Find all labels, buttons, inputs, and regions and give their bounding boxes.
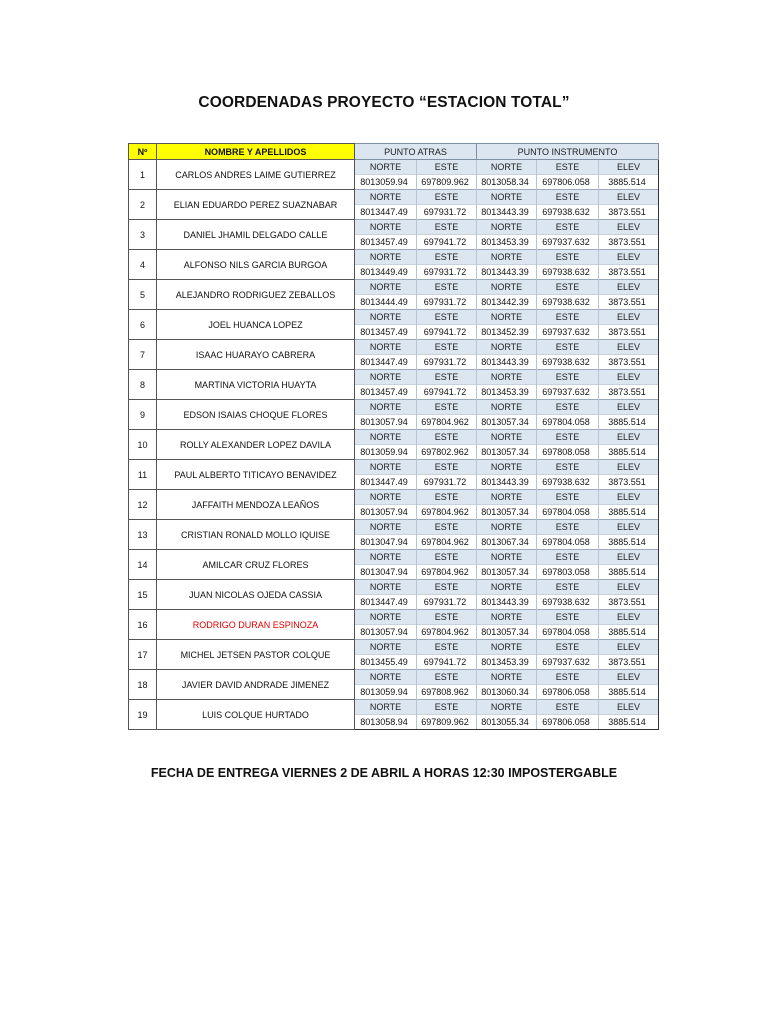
punto-instrumento-norte: 8013453.39 [477,385,537,400]
punto-instrumento-este: 697938.632 [537,205,599,220]
table-row [129,460,659,475]
punto-atras-este: 697931.72 [417,355,477,370]
row-number: 9 [129,400,157,430]
punto-atras-norte: 8013447.49 [355,595,417,610]
punto-instrumento-este: 697804.058 [537,535,599,550]
student-name: RODRIGO DURAN ESPINOZA [157,610,355,640]
punto-atras-norte: 8013449.49 [355,265,417,280]
row-number: 16 [129,610,157,640]
punto-instrumento-elev: 3873.551 [599,265,659,280]
label-elev: ELEV [599,490,659,505]
student-name: ALEJANDRO RODRIGUEZ ZEBALLOS [157,280,355,310]
label-norte: NORTE [477,370,537,385]
punto-instrumento-este: 697806.058 [537,715,599,730]
punto-instrumento-norte: 8013057.34 [477,565,537,580]
label-elev: ELEV [599,220,659,235]
punto-atras-norte: 8013457.49 [355,235,417,250]
punto-atras-este: 697941.72 [417,235,477,250]
student-name: JUAN NICOLAS OJEDA CASSIA [157,580,355,610]
label-elev: ELEV [599,610,659,625]
table-row [129,490,659,505]
table-row [129,580,659,595]
label-norte: NORTE [477,220,537,235]
punto-instrumento-elev: 3885.514 [599,685,659,700]
punto-atras-norte: 8013447.49 [355,355,417,370]
label-este: ESTE [537,280,599,295]
header-punto-atras: PUNTO ATRAS [355,144,477,160]
row-number: 2 [129,190,157,220]
label-norte: NORTE [477,400,537,415]
label-elev: ELEV [599,160,659,175]
row-number: 5 [129,280,157,310]
punto-instrumento-norte: 8013452.39 [477,325,537,340]
punto-atras-este: 697804.962 [417,625,477,640]
label-norte: NORTE [355,220,417,235]
punto-instrumento-norte: 8013057.34 [477,505,537,520]
header-row [129,144,659,160]
punto-instrumento-este: 697938.632 [537,595,599,610]
row-number: 14 [129,550,157,580]
label-norte: NORTE [477,190,537,205]
punto-instrumento-elev: 3873.551 [599,385,659,400]
punto-instrumento-elev: 3885.514 [599,535,659,550]
punto-instrumento-elev: 3873.551 [599,475,659,490]
punto-instrumento-este: 697937.632 [537,235,599,250]
row-number: 15 [129,580,157,610]
label-norte: NORTE [477,310,537,325]
row-number: 4 [129,250,157,280]
table-row [129,340,659,355]
label-elev: ELEV [599,460,659,475]
punto-atras-este: 697931.72 [417,265,477,280]
label-este: ESTE [537,160,599,175]
punto-instrumento-norte: 8013443.39 [477,595,537,610]
label-elev: ELEV [599,280,659,295]
student-name: MARTINA VICTORIA HUAYTA [157,370,355,400]
label-este: ESTE [417,490,477,505]
punto-instrumento-este: 697938.632 [537,265,599,280]
row-number: 11 [129,460,157,490]
punto-atras-este: 697804.962 [417,505,477,520]
label-norte: NORTE [355,460,417,475]
punto-atras-este: 697941.72 [417,655,477,670]
label-norte: NORTE [355,370,417,385]
punto-atras-este: 697804.962 [417,565,477,580]
label-norte: NORTE [477,460,537,475]
student-name: CARLOS ANDRES LAIME GUTIERREZ [157,160,355,190]
row-number: 6 [129,310,157,340]
table-row [129,250,659,265]
label-norte: NORTE [477,430,537,445]
student-name: DANIEL JHAMIL DELGADO CALLE [157,220,355,250]
label-norte: NORTE [355,640,417,655]
label-norte: NORTE [355,580,417,595]
label-este: ESTE [417,160,477,175]
punto-instrumento-elev: 3873.551 [599,325,659,340]
punto-atras-este: 697931.72 [417,295,477,310]
punto-instrumento-este: 697937.632 [537,655,599,670]
label-elev: ELEV [599,700,659,715]
label-elev: ELEV [599,310,659,325]
label-norte: NORTE [355,520,417,535]
punto-instrumento-norte: 8013057.34 [477,415,537,430]
punto-instrumento-elev: 3885.514 [599,625,659,640]
punto-instrumento-este: 697808.058 [537,445,599,460]
label-elev: ELEV [599,190,659,205]
row-number: 3 [129,220,157,250]
punto-instrumento-este: 697938.632 [537,355,599,370]
label-este: ESTE [537,610,599,625]
punto-atras-norte: 8013057.94 [355,505,417,520]
punto-instrumento-elev: 3885.514 [599,175,659,190]
label-elev: ELEV [599,640,659,655]
student-name: PAUL ALBERTO TITICAYO BENAVIDEZ [157,460,355,490]
label-este: ESTE [417,220,477,235]
student-name: AMILCAR CRUZ FLORES [157,550,355,580]
student-name: EDSON ISAIAS CHOQUE FLORES [157,400,355,430]
header-name: NOMBRE Y APELLIDOS [157,144,355,160]
label-norte: NORTE [355,190,417,205]
punto-atras-este: 697802.962 [417,445,477,460]
label-norte: NORTE [477,640,537,655]
punto-instrumento-este: 697804.058 [537,505,599,520]
punto-instrumento-elev: 3873.551 [599,295,659,310]
punto-instrumento-norte: 8013453.39 [477,655,537,670]
label-norte: NORTE [355,430,417,445]
punto-atras-este: 697931.72 [417,475,477,490]
table-row [129,310,659,325]
punto-instrumento-norte: 8013067.34 [477,535,537,550]
label-norte: NORTE [355,610,417,625]
punto-instrumento-elev: 3885.514 [599,715,659,730]
student-name: JOEL HUANCA LOPEZ [157,310,355,340]
punto-atras-este: 697931.72 [417,205,477,220]
row-number: 1 [129,160,157,190]
label-este: ESTE [417,280,477,295]
label-este: ESTE [417,310,477,325]
punto-instrumento-este: 697937.632 [537,325,599,340]
punto-atras-norte: 8013059.94 [355,445,417,460]
label-norte: NORTE [477,700,537,715]
punto-atras-este: 697941.72 [417,325,477,340]
punto-instrumento-norte: 8013058.34 [477,175,537,190]
student-name: ALFONSO NILS GARCIA BURGOA [157,250,355,280]
table-row [129,400,659,415]
punto-instrumento-norte: 8013060.34 [477,685,537,700]
label-este: ESTE [537,340,599,355]
label-este: ESTE [537,370,599,385]
label-norte: NORTE [477,670,537,685]
punto-atras-este: 697808.962 [417,685,477,700]
label-este: ESTE [537,220,599,235]
label-norte: NORTE [355,340,417,355]
punto-instrumento-elev: 3885.514 [599,415,659,430]
label-este: ESTE [537,400,599,415]
student-name: LUIS COLQUE HURTADO [157,700,355,730]
label-norte: NORTE [477,490,537,505]
punto-atras-norte: 8013059.94 [355,685,417,700]
punto-instrumento-elev: 3873.551 [599,595,659,610]
table-row [129,550,659,565]
label-elev: ELEV [599,340,659,355]
row-number: 7 [129,340,157,370]
label-norte: NORTE [477,160,537,175]
punto-atras-norte: 8013059.94 [355,175,417,190]
punto-atras-norte: 8013447.49 [355,205,417,220]
table-row [129,160,659,175]
coordinates-table [128,143,659,730]
student-name: ELIAN EDUARDO PEREZ SUAZNABAR [157,190,355,220]
punto-instrumento-norte: 8013453.39 [477,235,537,250]
table-row [129,670,659,685]
table-row [129,640,659,655]
table-row [129,610,659,625]
punto-instrumento-este: 697803.058 [537,565,599,580]
punto-atras-norte: 8013457.49 [355,385,417,400]
label-este: ESTE [417,400,477,415]
punto-atras-norte: 8013057.94 [355,625,417,640]
label-este: ESTE [417,640,477,655]
punto-instrumento-norte: 8013057.34 [477,625,537,640]
punto-instrumento-este: 697938.632 [537,295,599,310]
punto-atras-norte: 8013057.94 [355,415,417,430]
label-este: ESTE [537,550,599,565]
punto-instrumento-norte: 8013443.39 [477,205,537,220]
label-elev: ELEV [599,550,659,565]
punto-instrumento-norte: 8013443.39 [477,475,537,490]
punto-instrumento-este: 697804.058 [537,625,599,640]
label-este: ESTE [417,250,477,265]
punto-instrumento-norte: 8013055.34 [477,715,537,730]
punto-atras-norte: 8013047.94 [355,535,417,550]
punto-atras-norte: 8013447.49 [355,475,417,490]
label-norte: NORTE [477,550,537,565]
label-este: ESTE [537,490,599,505]
label-este: ESTE [537,640,599,655]
punto-instrumento-este: 697938.632 [537,475,599,490]
label-este: ESTE [417,190,477,205]
punto-instrumento-elev: 3873.551 [599,655,659,670]
label-elev: ELEV [599,250,659,265]
row-number: 19 [129,700,157,730]
label-norte: NORTE [477,250,537,265]
label-elev: ELEV [599,370,659,385]
label-norte: NORTE [355,310,417,325]
punto-atras-norte: 8013457.49 [355,325,417,340]
table-body [129,160,659,730]
label-elev: ELEV [599,430,659,445]
punto-instrumento-norte: 8013443.39 [477,355,537,370]
label-elev: ELEV [599,400,659,415]
label-este: ESTE [417,460,477,475]
punto-atras-norte: 8013444.49 [355,295,417,310]
punto-instrumento-norte: 8013442.39 [477,295,537,310]
label-norte: NORTE [355,400,417,415]
label-este: ESTE [537,670,599,685]
label-este: ESTE [417,700,477,715]
table-row [129,220,659,235]
punto-instrumento-elev: 3873.551 [599,235,659,250]
table-row [129,430,659,445]
label-este: ESTE [537,700,599,715]
delivery-note: FECHA DE ENTREGA VIERNES 2 DE ABRIL A HORAS 12:30 IMPOSTERGABLE [150,766,618,780]
label-este: ESTE [537,520,599,535]
punto-instrumento-norte: 8013443.39 [477,265,537,280]
row-number: 10 [129,430,157,460]
punto-atras-norte: 8013455.49 [355,655,417,670]
label-norte: NORTE [355,550,417,565]
label-norte: NORTE [355,160,417,175]
label-elev: ELEV [599,670,659,685]
punto-instrumento-este: 697804.058 [537,415,599,430]
label-este: ESTE [537,310,599,325]
student-name: JAFFAITH MENDOZA LEAÑOS [157,490,355,520]
student-name: ISAAC HUARAYO CABRERA [157,340,355,370]
punto-instrumento-elev: 3885.514 [599,505,659,520]
punto-instrumento-elev: 3885.514 [599,445,659,460]
punto-atras-este: 697809.962 [417,715,477,730]
label-este: ESTE [537,460,599,475]
document-title: COORDENADAS PROYECTO “ESTACION TOTAL” [198,94,570,111]
punto-instrumento-este: 697806.058 [537,685,599,700]
punto-atras-este: 697804.962 [417,415,477,430]
label-este: ESTE [537,190,599,205]
label-norte: NORTE [355,670,417,685]
table-row [129,700,659,715]
punto-instrumento-elev: 3873.551 [599,205,659,220]
label-este: ESTE [417,610,477,625]
punto-instrumento-elev: 3885.514 [599,565,659,580]
student-name: ROLLY ALEXANDER LOPEZ DAVILA [157,430,355,460]
punto-atras-este: 697804.962 [417,535,477,550]
row-number: 12 [129,490,157,520]
punto-atras-norte: 8013058.94 [355,715,417,730]
label-norte: NORTE [355,250,417,265]
label-norte: NORTE [477,520,537,535]
header-number: Nº [129,144,157,160]
punto-instrumento-este: 697806.058 [537,175,599,190]
row-number: 18 [129,670,157,700]
label-este: ESTE [417,430,477,445]
label-norte: NORTE [355,280,417,295]
label-este: ESTE [537,430,599,445]
row-number: 13 [129,520,157,550]
punto-instrumento-este: 697937.632 [537,385,599,400]
punto-atras-este: 697809.962 [417,175,477,190]
student-name: MICHEL JETSEN PASTOR COLQUE [157,640,355,670]
punto-atras-norte: 8013047.94 [355,565,417,580]
label-elev: ELEV [599,580,659,595]
punto-atras-este: 697941.72 [417,385,477,400]
label-este: ESTE [417,370,477,385]
table-row [129,370,659,385]
table-row [129,190,659,205]
student-name: CRISTIAN RONALD MOLLO IQUISE [157,520,355,550]
row-number: 8 [129,370,157,400]
header-punto-instrumento: PUNTO INSTRUMENTO [477,144,659,160]
label-este: ESTE [537,250,599,265]
label-elev: ELEV [599,520,659,535]
label-norte: NORTE [477,280,537,295]
label-norte: NORTE [477,340,537,355]
student-name: JAVIER DAVID ANDRADE JIMENEZ [157,670,355,700]
label-este: ESTE [417,670,477,685]
label-este: ESTE [417,580,477,595]
label-este: ESTE [417,340,477,355]
label-norte: NORTE [477,610,537,625]
punto-instrumento-elev: 3873.551 [599,355,659,370]
label-este: ESTE [537,580,599,595]
label-este: ESTE [417,550,477,565]
label-norte: NORTE [477,580,537,595]
punto-atras-este: 697931.72 [417,595,477,610]
label-norte: NORTE [355,700,417,715]
table-row [129,520,659,535]
label-norte: NORTE [355,490,417,505]
label-este: ESTE [417,520,477,535]
row-number: 17 [129,640,157,670]
table-row [129,280,659,295]
punto-instrumento-norte: 8013057.34 [477,445,537,460]
